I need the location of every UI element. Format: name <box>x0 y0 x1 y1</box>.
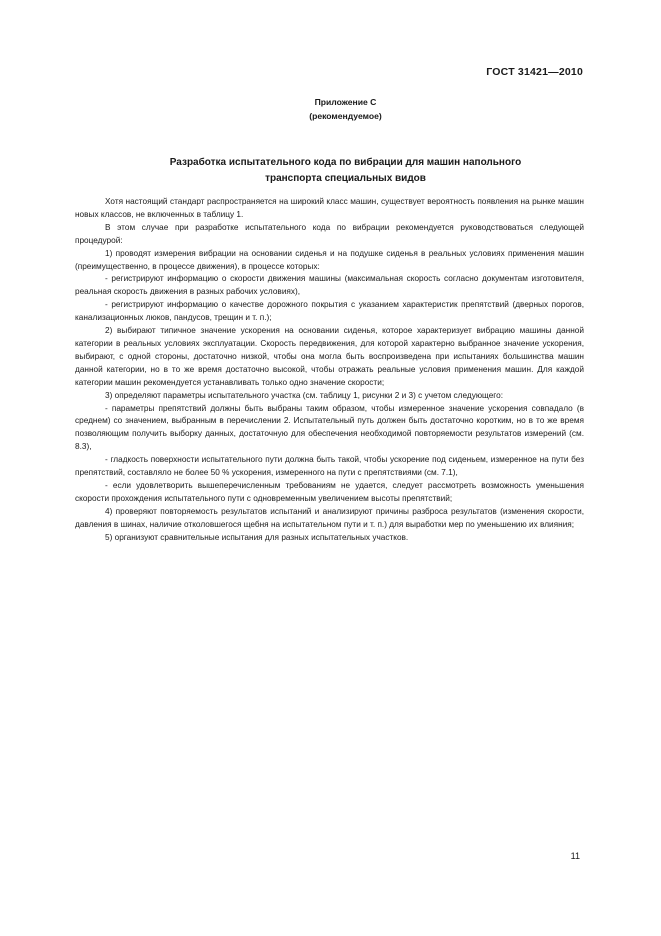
title-line-2: транспорта специальных видов <box>265 173 426 184</box>
paragraph: 2) выбирают типичное значение ускорения на основании сиденья, которое характеризует вибрацию машины данной категории в реальных условиях эксплуатации. Скорость передвижения, для которой характерно выбранное значение ускорения, выбирают, с одной стороны, достаточно низкой, чтобы она могла быть воспроизведена при испытаниях большинства машин данной категории, но в то же время достаточно высокой, чтобы отражать реальные условия применения машин. Для каждой категории машин рекомендуется устанавливать только одно значение скорости; <box>75 326 584 387</box>
appendix-heading <box>0 95 661 123</box>
paragraph: Хотя настоящий стандарт распространяется на широкий класс машин, существует вероятность появления на рынке машин новых классов, не включенных в таблицу 1. <box>75 197 584 219</box>
section-title <box>0 155 661 187</box>
paragraph: 5) организуют сравнительные испытания для разных испытательных участков. <box>105 532 409 542</box>
paragraph: 3) определяют параметры испытательного участка (см. таблицу 1, рисунки 2 и 3) с учетом следующего: <box>105 390 504 400</box>
appendix-label: Приложение С <box>314 97 377 107</box>
paragraph: - если удовлетворить вышеперечисленным требованиям не удается, следует рассмотреть возможность уменьшения скорости прохождения испытательного пути с одновременным увеличением высоты препятствий; <box>75 480 584 503</box>
title-line-1: Разработка испытательного кода по вибрации для машин напольного <box>169 157 522 168</box>
paragraph: 4) проверяют повторяемость результатов испытаний и анализируют причины разброса результатов (изменения скорости, давления в шинах, наличие отколовшегося щебня на испытательном пути и т. п.) для выработки мер по уменьшению их влияния; <box>75 506 584 529</box>
paragraph: - параметры препятствий должны быть выбраны таким образом, чтобы измеренное значение ускорения совпадало (в среднем) со значением, выбранным в перечислении 2. Испытательный путь должен быть достаточно коротким, но в то же время позволяющим получить выборку данных, достаточную для обеспечения необходимой повторяемости результатов измерений (см. 8.3), <box>75 403 584 452</box>
appendix-status: (рекомендуемое) <box>309 111 382 121</box>
page-number: 11 <box>570 851 580 861</box>
paragraph: В этом случае при разработке испытательного кода по вибрации рекомендуется руководствоваться следующей процедурой: <box>75 222 584 245</box>
paragraph: - гладкость поверхности испытательного пути должна быть такой, чтобы ускорение под сиденьем, измеренное на пути без препятствий, составляло не более 50 % ускорения, измеренного на пути с препятствиями (см. 7.1), <box>75 455 584 478</box>
standard-number: ГОСТ 31421—2010 <box>486 66 583 78</box>
paragraph: - регистрируют информацию о скорости движения машины (максимальная скорость согласно документам изготовителя, реальная скорость движения в разных рабочих условиях), <box>75 274 584 297</box>
body-text <box>75 196 584 544</box>
paragraph: - регистрируют информацию о качестве дорожного покрытия с указанием характеристик препятствий (дверных порогов, канализационных люков, пандусов, трещин и т. п.); <box>75 300 584 323</box>
paragraph: 1) проводят измерения вибрации на основании сиденья и на подушке сиденья в реальных условиях применения машин (преимущественно, в процессе движения), в процессе которых: <box>75 248 584 271</box>
